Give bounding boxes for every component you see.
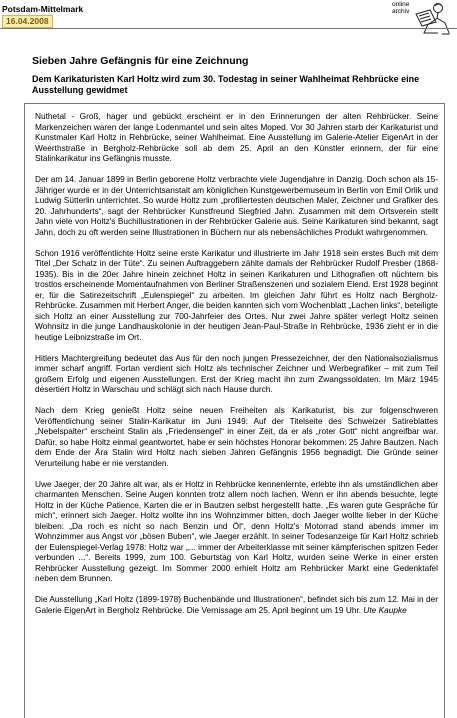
article-paragraph: Nach dem Krieg genießt Holtz seine neuen Freiheiten als Karikaturist, bis zur folgenschweren Veröffentlichung seiner Stalin-Karikatur im Juni 1949: Auf der Titelseite des Schweizer Satireblattes „Nebelspalter“ erscheint Stalin als „Friedensengel“ in einer Zeit, da er als „roter Gott“ nicht angreifbar war. Dafür, so habe Holtz einmal geantwortet, habe er sein höchstes Honorar bekommen: 25 Jahre Bautzen. Nach dem Ende der Ära Stalin wird Holtz nach sieben Jahren Gefängnis 1956 begnadigt. Die Gründe seiner Verurteilung habe er nie verstanden. bbox=[35, 405, 438, 468]
newspaper-name: Potsdam-Mittelmark bbox=[2, 4, 84, 14]
closing-text: Die Ausstellung „Karl Holtz (1899-1978) Buchenbände und Illustrationen“, befindet sich bis zum 12. Mai in der Galerie EigenArt in Bergholz Rehbrücke. Die Vernissage am 25. April beginnt um 19 Uhr. bbox=[35, 594, 438, 615]
archive-label-line2: archiv bbox=[392, 8, 410, 15]
author-name: Ute Kaupke bbox=[363, 604, 407, 615]
article-paragraph: Der am 14. Januar 1899 in Berlin geborene Holtz verbrachte viele Jugendjahre in Danzig. Doch schon als 15-Jähriger wurde er in der Unterrichtsanstalt am königlichen Kunstgewerbemuseum in Berlin von Emil Orlik und Ludwig Sütterlin unterrichtet. So wurde Holtz zum „profiliertesten deutschen Maler, Zeichner und Grafiker des 20. Jahrhunderts“, sagt der Rehbrücker Kunstfreund Siegfried Jahn. Zusammen mit dem Ortsverein stellt Jahn viele von Holtz's Buchillustrationen in der Rehbrücker Galerie aus. Seine Karikaturen sind bekannt, sagt Jahn, doch zu oft werden seine Illustrationen in Büchern nur als nebensächliches Produkt wahrgenommen. bbox=[35, 174, 438, 237]
archive-label-line1: online bbox=[392, 1, 410, 8]
article-paragraph: Hitlers Machtergreifung bedeutet das Aus für den noch jungen Pressezeichner, der den Nationalsozialismus immer scharf angriff. Fortan verdient sich Holtz als technischer Zeichner und Werbegrafiker – mit zum Teil großem Erfolg und eigenen Ausstellungen. Erst der Krieg macht ihn zum Zwangssoldaten. Im März 1945 desertiert Holtz in Warschau und schlägt sich nach Hause durch. bbox=[35, 352, 438, 394]
header-divider bbox=[0, 28, 457, 29]
article-subtitle: Dem Karikaturisten Karl Holtz wird zum 30. Todestag in seiner Wahlheimat Rehbrücke eine Ausstellung gewidmet bbox=[32, 74, 420, 95]
article-body bbox=[24, 103, 445, 718]
article-paragraph: Uwe Jaeger, der 20 Jahre alt war, als er Holtz in Rehbrücke kennenlernte, erlebte ihn als umständlichen aber charmanten Menschen. Seine Augen konnten trotz allem noch lachen. Wenn er ihn abends besuchte, legte Holtz in der Küche Patience, Karten die er in Bautzen selbst hergestellt hatte. „Es waren gute Gespräche für mich“, erinnert sich Jaeger. Holtz wollte ihn ins Wohnzimmer bitten, doch Jaeger wollte lieber in der Küche bleiben: „Da roch es nicht so nach Benzin und Öl“, denn Holtz's Motorrad stand abends immer im Wohnzimmer aus Angst vor „bösen Buben“, wie Jaeger erzählt. In seiner Todesanzeige für Karl Holtz schrieb der Eulenspiegel-Verlag 1978: Holtz war „... immer der Arbeiterklasse mit seiner kämpferischen spitzen Feder verbunden ...“. Bereits 1999, zum 100. Geburtstag von Karl Holtz, wurden seine Werke in einer ersten Rehbrücker Ausstellung gezeigt. Im Sommer 2000 erhielt Holtz am Rehbrücker Markt eine Gedenktafel neben dem Brunnen. bbox=[35, 478, 438, 583]
article-paragraph: Schon 1916 veröffentlichte Holtz seine erste Karikatur und illustrierte im Jahr 1918 sein erstes Buch mit dem Titel „Der Schatz in der Tüte“. Zu seinen Auftraggebern zählte damals der Rehbrücker Rudolf Presber (1868-1935). Bis in die 20er Jahre hinein zeichnet Holtz in seinen Karikaturen und Lithografien oft nüchtern bis trostlos erscheinende Momentaufnahmen von Berliner Straßenszenen und sozialem Elend. Erst 1928 beginnt er, für die Satirezeitschrift „Eulenspiegel“ zu arbeiten. Im gleichen Jahr führt es Holtz nach Bergholz-Rehbrücke. Zusammen mit Herbert Anger, die beiden kannten sich vom Wochenblatt „Lachen links“, beteiligte sich Holtz an einer Ausstellung zur 700-Jahrfeier des Ortes. Nur zwei Jahre später verlegt Holtz seinen Wohnsitz in die junge Landhauskolonie in der heutigen Jean-Paul-Straße in Rehbrücke, 1936 zieht er in die heutige Leibnizstraße im Ort. bbox=[35, 247, 438, 342]
article-title: Sieben Jahre Gefängnis für eine Zeichnung bbox=[32, 55, 249, 67]
article-paragraph: Nuthetal - Groß, hager und gebückt erscheint er in den Erinnerungen der alten Rehbrücker. Seine Markenzeichen waren der lange Lodenmantel und sein altes Moped. Vor 30 Jahren starb der Karikaturist und Kunstmaler Karl Holtz in Rehbrücke, seiner Wahlheimat. Eine Ausstellung im Galerie-Atelier EigenArt in der Weerthstraße in Bergholz-Rehbrücke soll ab dem 25. April an den Künstler erinnern, der für eine Stalinkarikatur ins Gefängnis musste. bbox=[35, 111, 438, 163]
archive-reader-icon bbox=[408, 0, 454, 38]
closing-paragraph bbox=[35, 594, 438, 615]
article-date: 16.04.2008 bbox=[2, 15, 53, 28]
